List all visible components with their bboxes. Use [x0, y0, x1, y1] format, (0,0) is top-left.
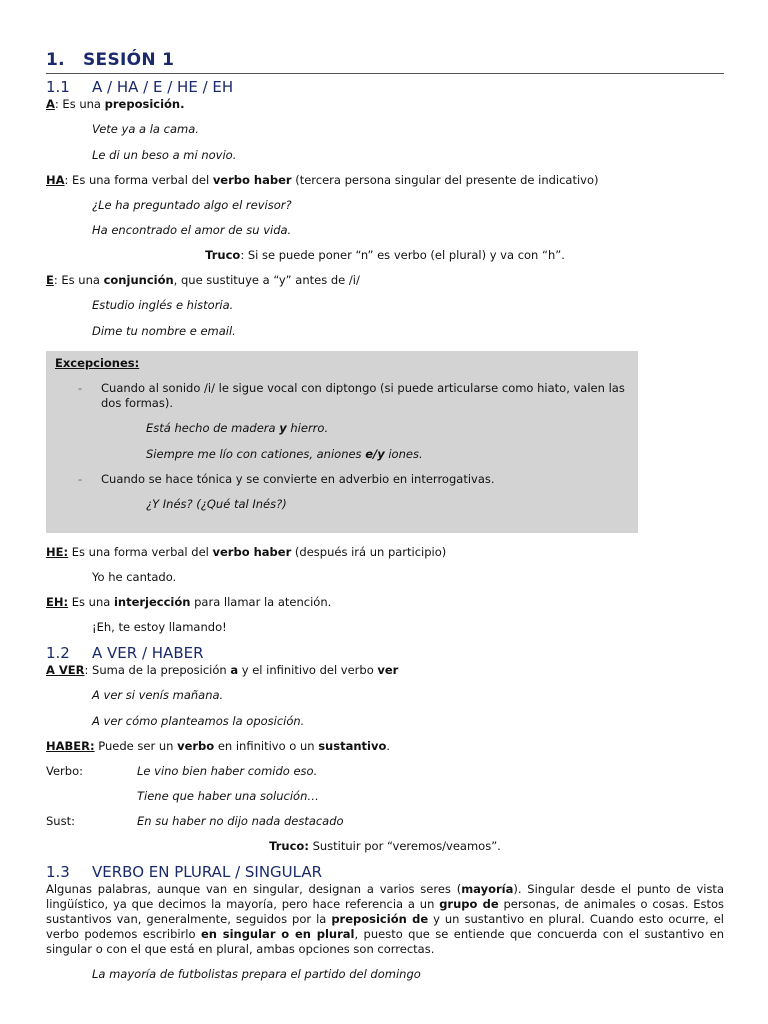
haber-row-verbo: Verbo: Le vino bien haber comido eso. — [46, 764, 318, 778]
example-e-1: Estudio inglés e historia. — [92, 298, 234, 312]
tip-2: Truco: Sustituir por “veremos/veamos”. — [269, 839, 501, 853]
heading-1-2: 1.2 A VER / HABER — [46, 644, 204, 662]
heading-session-1: 1. SESIÓN 1 — [46, 50, 724, 74]
paragraph-1-3: Algunas palabras, aunque van en singular, designan a varios seres (mayoría). Singular desde el punto de vista lingüístico, ya que decimos la mayoría, pero hace referencia a un grupo de personas, de animales o cosas. Estos sustantivos van, generalmente, seguidos por la preposición de y un sustantivo en plural. Cuando esto ocurre, el verbo podemos escribirlo en singular o en plural, puesto que se entiende que concuerda con el sustantivo en singular o con el que está en plural, ambas opciones son correctas. — [46, 882, 724, 956]
heading-1-1: 1.1 A / HA / E / HE / EH — [46, 78, 234, 96]
heading-1-3: 1.3 VERBO EN PLURAL / SINGULAR — [46, 863, 323, 881]
exception-example-1: Está hecho de madera y hierro. — [146, 421, 329, 435]
example-ha-1: ¿Le ha preguntado algo el revisor? — [92, 198, 292, 212]
document-page — [46, 50, 724, 982]
example-ha-2: Ha encontrado el amor de su vida. — [92, 223, 292, 237]
exceptions-box — [46, 351, 638, 533]
definition-haber: HABER: Puede ser un verbo en infinitivo o un sustantivo. — [46, 739, 391, 753]
definition-a: A: Es una preposición. — [46, 97, 185, 111]
example-a-ver-2: A ver cómo planteamos la oposición. — [92, 714, 305, 728]
tip-1: Truco: Si se puede poner “n” es verbo (el plural) y va con “h”. — [205, 248, 565, 262]
exception-bullet-2: - Cuando se hace tónica y se convierte en adverbio en interrogativas. — [78, 472, 495, 486]
haber-row-verbo-2: Tiene que haber una solución… — [137, 789, 319, 803]
example-e-2: Dime tu nombre e email. — [92, 324, 236, 338]
definition-a-ver: A VER: Suma de la preposición a y el infinitivo del verbo ver — [46, 663, 399, 677]
example-a-ver-1: A ver si venís mañana. — [92, 688, 224, 702]
exception-bullet-1: - Cuando al sonido /i/ le sigue vocal con diptongo (si puede articularse como hiato, valen las dos formas). — [78, 381, 625, 410]
example-eh: ¡Eh, te estoy llamando! — [92, 620, 227, 634]
example-he: Yo he cantado. — [92, 570, 177, 584]
example-1-3: La mayoría de futbolistas prepara el partido del domingo — [92, 967, 421, 981]
exception-example-3: ¿Y Inés? (¿Qué tal Inés?) — [146, 497, 287, 511]
example-a-1: Vete ya a la cama. — [92, 122, 199, 136]
exceptions-title: Excepciones: — [55, 356, 140, 370]
definition-e: E: Es una conjunción, que sustituye a “y” antes de /i/ — [46, 273, 360, 287]
definition-eh: EH: Es una interjección para llamar la atención. — [46, 595, 332, 609]
haber-row-sust: Sust: En su haber no dijo nada destacado — [46, 814, 344, 828]
definition-he: HE: Es una forma verbal del verbo haber (después irá un participio) — [46, 545, 447, 559]
definition-ha: HA: Es una forma verbal del verbo haber (tercera persona singular del presente de indicativo) — [46, 173, 599, 187]
exception-example-2: Siempre me lío con cationes, aniones e/y iones. — [146, 447, 423, 461]
example-a-2: Le di un beso a mi novio. — [92, 148, 237, 162]
